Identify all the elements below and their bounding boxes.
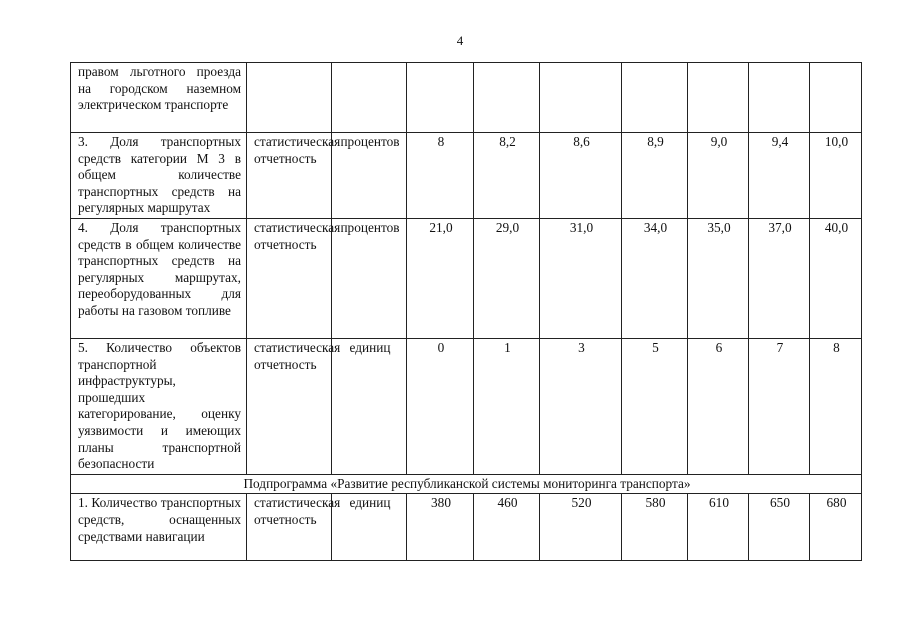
- table-row: [71, 133, 862, 219]
- unit-cell: единиц: [332, 338, 407, 474]
- value-cell: 31,0: [540, 218, 622, 338]
- data-source-cell: статистическая отчетность: [247, 338, 332, 474]
- value-cell: 29,0: [474, 218, 540, 338]
- value-cell: 5: [622, 338, 688, 474]
- value-cell: [810, 63, 862, 133]
- table-row: [71, 218, 862, 338]
- value-cell: 7: [749, 338, 810, 474]
- value-cell: [407, 63, 474, 133]
- value-cell: 34,0: [622, 218, 688, 338]
- table-row: [71, 338, 862, 474]
- value-cell: 650: [749, 494, 810, 561]
- indicator-name-cell: 1. Количество транспортных средств, оснащенных средствами навигации: [71, 494, 247, 561]
- page-number: 4: [456, 33, 464, 48]
- value-cell: 8,6: [540, 133, 622, 219]
- value-cell: 680: [810, 494, 862, 561]
- value-cell: 8: [810, 338, 862, 474]
- value-cell: 610: [688, 494, 749, 561]
- unit-cell: единиц: [332, 494, 407, 561]
- indicator-name-cell: правом льготного проезда на городском наземном электрическом транспорте: [71, 63, 247, 133]
- data-source-cell: статистическая отчетность: [247, 494, 332, 561]
- data-source-cell: статистическая отчетность: [247, 218, 332, 338]
- value-cell: 6: [688, 338, 749, 474]
- indicator-name-cell: 5. Количество объектов транспортной инфраструктуры, прошедших категорирование, оценку уязвимости и имеющих планы транспортной безопасности: [71, 338, 247, 474]
- subprogram-heading-row: [71, 474, 862, 494]
- value-cell: 1: [474, 338, 540, 474]
- value-cell: 3: [540, 338, 622, 474]
- value-cell: 0: [407, 338, 474, 474]
- value-cell: 460: [474, 494, 540, 561]
- data-source-cell: статистическая отчетность: [247, 133, 332, 219]
- value-cell: 35,0: [688, 218, 749, 338]
- unit-cell: процентов: [332, 218, 407, 338]
- value-cell: [540, 63, 622, 133]
- indicator-name-cell: 4. Доля транспортных средств в общем количестве транспортных средств на регулярных маршрутах, переоборудованных для работы на газовом топливе: [71, 218, 247, 338]
- value-cell: 520: [540, 494, 622, 561]
- value-cell: [749, 63, 810, 133]
- data-source-cell: [247, 63, 332, 133]
- value-cell: 40,0: [810, 218, 862, 338]
- value-cell: 9,0: [688, 133, 749, 219]
- value-cell: 37,0: [749, 218, 810, 338]
- value-cell: 9,4: [749, 133, 810, 219]
- value-cell: [474, 63, 540, 133]
- table-row: [71, 494, 862, 561]
- value-cell: 21,0: [407, 218, 474, 338]
- value-cell: 10,0: [810, 133, 862, 219]
- unit-cell: [332, 63, 407, 133]
- value-cell: 580: [622, 494, 688, 561]
- indicators-table: [70, 62, 862, 561]
- value-cell: 380: [407, 494, 474, 561]
- value-cell: [622, 63, 688, 133]
- value-cell: 8,9: [622, 133, 688, 219]
- unit-cell: процентов: [332, 133, 407, 219]
- subprogram-title: Подпрограмма «Развитие республиканской системы мониторинга транспорта»: [71, 474, 862, 494]
- value-cell: 8: [407, 133, 474, 219]
- indicator-name-cell: 3. Доля транспортных средств категории М 3 в общем количестве транспортных средств на регулярных маршрутах: [71, 133, 247, 219]
- value-cell: [688, 63, 749, 133]
- value-cell: 8,2: [474, 133, 540, 219]
- table-row: [71, 63, 862, 133]
